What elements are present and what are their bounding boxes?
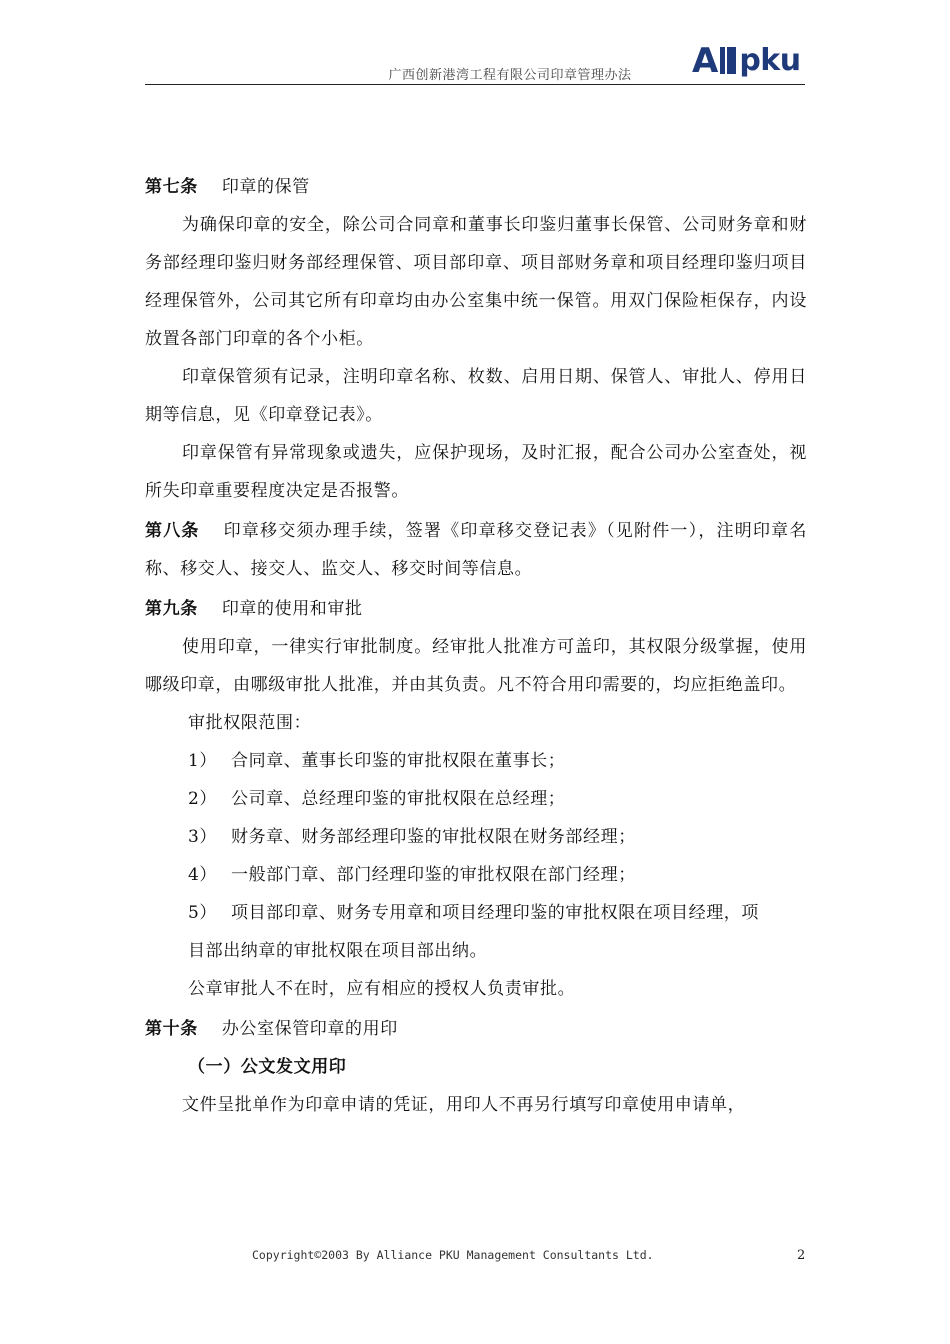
article-7-heading bbox=[145, 168, 807, 206]
article-9-heading bbox=[145, 590, 807, 628]
section-subheading: （一）公文发文用印 bbox=[188, 1057, 347, 1077]
logo-letter-a: A bbox=[692, 41, 719, 81]
list-item: 4） 一般部门章、部门经理印鉴的审批权限在部门经理； bbox=[188, 865, 636, 885]
article-text: 印章移交须办理手续，签署《印章移交登记表》（见附件一），注明印章名称、移交人、接交人、监交人、移交时间等信息。 bbox=[145, 521, 807, 579]
article-title: 印章的使用和审批 bbox=[221, 599, 363, 619]
article-7-paragraph-2: 印章保管须有记录，注明印章名称、枚数、启用日期、保管人、审批人、停用日期等信息，见《印章登记表》。 bbox=[145, 367, 807, 425]
list-item: 5） 项目部印章、财务专用章和项目经理印鉴的审批权限在项目经理，项 bbox=[188, 903, 759, 923]
article-10-heading bbox=[145, 1010, 807, 1048]
article-9-closing: 公章审批人不在时，应有相应的授权人负责审批。 bbox=[188, 979, 576, 999]
article-number: 第七条 bbox=[145, 177, 198, 197]
article-8-paragraph bbox=[145, 512, 807, 588]
article-9-paragraph-1: 使用印章，一律实行审批制度。经审批人批准方可盖印，其权限分级掌握，使用哪级印章，由哪级审批人批准，并由其负责。凡不符合用印需要的，均应拒绝盖印。 bbox=[145, 637, 807, 695]
logo-block-icon bbox=[727, 47, 736, 74]
list-item: 1） 合同章、董事长印鉴的审批权限在董事长； bbox=[188, 751, 566, 771]
article-10-paragraph-1: 文件呈批单作为印章申请的凭证，用印人不再另行填写印章使用申请单， bbox=[182, 1095, 746, 1115]
logo-text-pku: pku bbox=[739, 43, 801, 78]
article-number: 第九条 bbox=[145, 599, 198, 619]
approval-scope-label: 审批权限范围： bbox=[188, 713, 312, 733]
article-number: 第八条 bbox=[145, 521, 200, 541]
footer-copyright: Copyright©2003 By Alliance PKU Management Consultants Ltd. bbox=[252, 1248, 654, 1262]
article-number: 第十条 bbox=[145, 1019, 198, 1039]
alpku-logo bbox=[692, 41, 801, 81]
article-title: 印章的保管 bbox=[221, 177, 310, 197]
list-item: 3） 财务章、财务部经理印鉴的审批权限在财务部经理； bbox=[188, 827, 636, 847]
document-body bbox=[145, 166, 807, 1124]
logo-bar-icon bbox=[720, 47, 725, 74]
article-7-paragraph-1: 为确保印章的安全，除公司合同章和董事长印鉴归董事长保管、公司财务章和财务部经理印鉴归财务部经理保管、项目部印章、项目部财务章和项目经理印鉴归项目经理保管外，公司其它所有印章均由办公室集中统一保管。用双门保险柜保存，内设放置各部门印章的各个小柜。 bbox=[145, 215, 807, 349]
page-number: 2 bbox=[797, 1248, 806, 1263]
list-item: 2） 公司章、总经理印鉴的审批权限在总经理； bbox=[188, 789, 566, 809]
header-divider bbox=[145, 84, 805, 85]
list-item-continuation: 目部出纳章的审批权限在项目部出纳。 bbox=[188, 941, 488, 961]
article-7-paragraph-3: 印章保管有异常现象或遗失，应保护现场，及时汇报，配合公司办公室查处，视所失印章重要程度决定是否报警。 bbox=[145, 443, 807, 501]
header-title: 广西创新港湾工程有限公司印章管理办法 bbox=[388, 68, 632, 83]
article-title: 办公室保管印章的用印 bbox=[221, 1019, 398, 1039]
